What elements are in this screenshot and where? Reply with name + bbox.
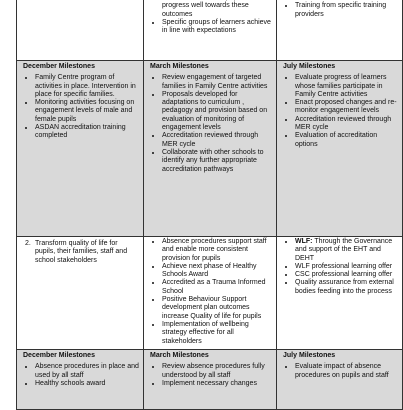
school-development-plan-table [16,0,403,410]
support-cell [277,237,403,350]
list-item: • Implementation of wellbeing strategy effective for all stakeholders [162,321,272,346]
list-item: • CSC professional learning offer [295,271,398,279]
list-item: • Accreditation reviewed through MER cycle [295,116,398,133]
july-milestones-cell [277,61,403,237]
march-milestones-heading: March Milestones [150,63,209,70]
list-item: • Accreditation reviewed through MER cycle [162,132,272,149]
table-row-objective-1-tail [17,0,403,61]
objective-cell [17,0,144,61]
list-item: • ASDAN accreditation training completed [35,124,139,141]
july-milestones-cell [277,350,403,410]
table-row-milestones-2 [17,350,403,410]
list-item: progress well towards these outcomes [162,2,249,18]
list-item: • Collaborate with other schools to identify any further appropriate accreditation pathways [162,149,272,174]
table-row-milestones-1 [17,61,403,237]
list-item: • Absence procedures support staff and enable more consistent provision for pupils [162,238,272,263]
list-item: • WLF professional learning offer [295,263,398,271]
march-milestones-heading: March Milestones [150,352,209,359]
december-milestones-cell [17,61,144,237]
december-milestones-heading: December Milestones [23,63,95,70]
july-milestones-heading: July Milestones [283,352,336,359]
list-item: • Enact proposed changes and re-monitor engagement levels [295,99,398,116]
objective-cell [17,237,144,350]
list-item [25,240,139,265]
list-item [295,238,398,263]
outcomes-cell [144,0,277,61]
list-item: • Accredited as a Trauma Informed School [162,279,272,296]
list-item: • Evaluate progress of learners whose families participate in Family Centre activities [295,74,398,99]
list-item: • Review absence procedures fully understood by all staff [162,363,272,380]
wlf-label: WLF: [295,238,313,245]
list-item: • Absence procedures in place and used by all staff [35,363,139,380]
list-item: • Achieve next phase of Healthy Schools Award [162,263,272,280]
december-milestones-heading: December Milestones [23,352,95,359]
outcomes-cell [144,237,277,350]
list-item: • Family Centre program of activities in place. Intervention in place for specific families. [35,74,139,99]
table-row-objective-2 [17,237,403,350]
july-milestones-heading: July Milestones [283,63,336,70]
list-item: • Quality assurance from external bodies feeding into the process [295,279,398,296]
march-milestones-cell [144,61,277,237]
objective-text [21,0,139,2]
objective-text: Transform quality of life for pupils, their families, staff and school stakeholders [35,240,128,264]
list-item: • Evaluate impact of absence procedures on pupils and staff [295,363,398,380]
list-item: • Positive Behaviour Support development plan outcomes increase Quality of life for pupils [162,296,272,321]
list-item: • Implement necessary changes [162,380,272,388]
list-item: • Training from specific training providers [295,2,398,19]
list-item: • Specific groups of learners achieve in line with expectations [162,19,272,36]
wlf-text: Through the Governance and support of the EHT and DEHT [295,238,393,262]
list-item: • Review engagement of targeted families in Family Centre activities [162,74,272,91]
support-cell [277,0,403,61]
list-item: • Healthy schools award [35,380,139,388]
december-milestones-cell [17,350,144,410]
list-item: • Evaluation of accreditation options [295,132,398,149]
list-item: • Monitoring activities focusing on engagement levels of male and female pupils [35,99,139,124]
march-milestones-cell [144,350,277,410]
list-item: • Proposals developed for adaptations to curriculum , pedagogy and provision based on evaluation of monitoring of engagement levels [162,91,272,132]
objective-number: 2. [25,240,31,247]
